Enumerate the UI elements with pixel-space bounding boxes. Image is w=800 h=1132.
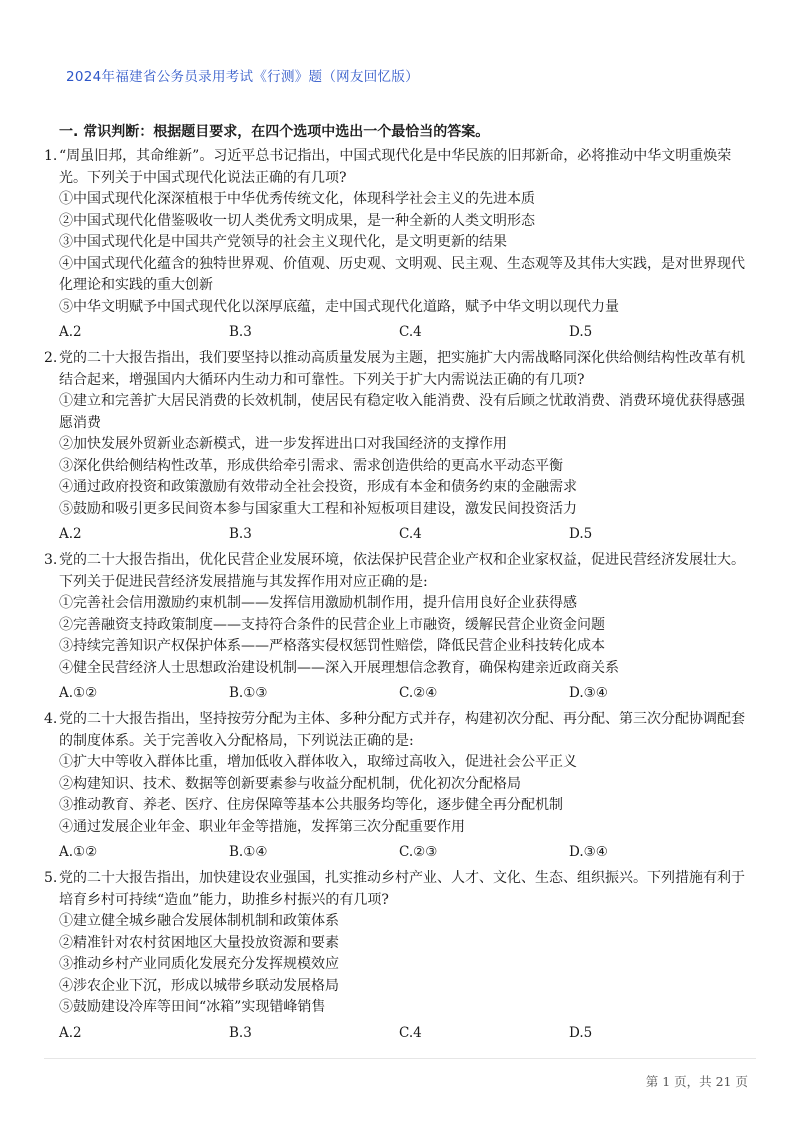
statement: ④健全民营经济人士思想政治建设机制——深入开展理想信念教育，确保构建亲近政商关系	[59, 659, 619, 676]
option-a[interactable]: A.①②	[59, 685, 98, 701]
option-d[interactable]: D.5	[569, 324, 593, 340]
statement: ③深化供给侧结构性改革，形成供给牵引需求、需求创造供给的更高水平动态平衡	[59, 457, 563, 474]
question-2	[44, 348, 756, 548]
question-stem: 党的二十大报告指出，坚持按劳分配为主体、多种分配方式并存，构建初次分配、再分配、第三次分配协调配套的制度体系。关于完善收入分配格局，下列说法正确的是:	[59, 711, 745, 749]
option-d[interactable]: D.③④	[569, 844, 608, 860]
answer-options	[44, 520, 756, 548]
option-b[interactable]: B.3	[229, 324, 252, 340]
statement: ①建立健全城乡融合发展体制机制和政策体系	[59, 913, 339, 929]
section-heading: 一. 常识判断：根据题目要求，在四个选项中选出一个最恰当的答案。	[59, 124, 490, 140]
document-title: 2024年福建省公务员录用考试《行测》题（网友回忆版）	[66, 69, 419, 85]
question-number: 2.	[44, 350, 58, 366]
statement: ②精准针对农村贫困地区大量投放资源和要素	[59, 934, 339, 951]
question-number: 1.	[44, 148, 58, 164]
answer-options	[44, 679, 756, 707]
option-d[interactable]: D.③④	[569, 685, 608, 701]
question-number: 4.	[44, 711, 58, 727]
question-stem: 党的二十大报告指出，优化民营企业发展环境，依法保护民营企业产权和企业家权益，促进民营经济发展壮大。下列关于促进民营经济发展措施与其发挥作用对应正确的是:	[59, 552, 745, 590]
statement: ④通过发展企业年金、职业年金等措施，发挥第三次分配重要作用	[59, 818, 465, 835]
statement: ④通过政府投资和政策激励有效带动全社会投资，形成有本金和债务约束的金融需求	[59, 479, 577, 495]
statement: ③中国式现代化是中国共产党领导的社会主义现代化，是文明更新的结果	[59, 234, 507, 250]
question-number: 3.	[44, 552, 58, 568]
option-d[interactable]: D.5	[569, 1024, 593, 1041]
option-c[interactable]: C.②④	[399, 685, 438, 701]
footer-divider	[44, 1058, 756, 1059]
option-a[interactable]: A.2	[59, 1024, 82, 1041]
option-b[interactable]: B.①③	[229, 685, 268, 701]
question-5	[44, 868, 756, 1047]
option-c[interactable]: C.4	[399, 1024, 422, 1041]
statement: ⑤鼓励和吸引更多民间资本参与国家重大工程和补短板项目建设，激发民间投资活力	[59, 500, 577, 517]
statement: ④涉农企业下沉，形成以城带乡联动发展格局	[59, 977, 339, 994]
question-1	[44, 146, 756, 346]
option-b[interactable]: B.3	[229, 1024, 252, 1041]
statement: ①建立和完善扩大居民消费的长效机制，使居民有稳定收入能消费、没有后顾之忧敢消费、消费环境优获得感强愿消费	[59, 393, 745, 431]
question-list	[44, 146, 756, 1049]
option-d[interactable]: D.5	[569, 526, 593, 542]
option-c[interactable]: C.4	[399, 526, 422, 542]
option-b[interactable]: B.3	[229, 526, 252, 542]
option-b[interactable]: B.①④	[229, 844, 268, 860]
statement: ④中国式现代化蕴含的独特世界观、价值观、历史观、文明观、民主观、生态观等及其伟大实践，是对世界现代化理论和实践的重大创新	[59, 255, 745, 293]
statement: ⑤鼓励建设冷库等田间“冰箱”实现错峰销售	[59, 999, 326, 1015]
option-a[interactable]: A.2	[59, 526, 82, 542]
answer-options	[44, 318, 756, 346]
statement: ⑤中华文明赋予中国式现代化以深厚底蕴，走中国式现代化道路，赋予中华文明以现代力量	[59, 298, 619, 315]
statement: ②中国式现代化借鉴吸收一切人类优秀文明成果，是一种全新的人类文明形态	[59, 212, 535, 229]
option-a[interactable]: A.2	[59, 324, 82, 340]
page-number: 第 1 页，共 21 页	[645, 1074, 748, 1089]
statement: ③推动乡村产业同质化发展充分发挥规模效应	[59, 956, 339, 972]
option-a[interactable]: A.①②	[59, 844, 98, 860]
option-c[interactable]: C.②③	[399, 844, 438, 860]
statement: ①中国式现代化深深植根于中华优秀传统文化，体现科学社会主义的先进本质	[59, 191, 535, 207]
answer-options	[44, 1019, 756, 1047]
question-3	[44, 550, 756, 707]
question-number: 5.	[44, 870, 58, 886]
question-stem: “周虽旧邦，其命维新”。习近平总书记指出，中国式现代化是中华民族的旧邦新命，必将推动中华文明重焕荣光。下列关于中国式现代化说法正确的有几项?	[59, 148, 732, 186]
option-c[interactable]: C.4	[399, 324, 422, 340]
question-4	[44, 709, 756, 866]
statement: ③推动教育、养老、医疗、住房保障等基本公共服务均等化，逐步健全再分配机制	[59, 797, 563, 813]
statement: ②构建知识、技术、数据等创新要素参与收益分配机制，优化初次分配格局	[59, 775, 521, 792]
statement: ①完善社会信用激励约束机制——发挥信用激励机制作用，提升信用良好企业获得感	[59, 595, 577, 611]
statement: ②完善融资支持政策制度——支持符合条件的民营企业上市融资，缓解民营企业资金问题	[59, 616, 605, 633]
statement: ①扩大中等收入群体比重，增加低收入群体收入，取缔过高收入，促进社会公平正义	[59, 754, 577, 770]
question-stem: 党的二十大报告指出，加快建设农业强国，扎实推动乡村产业、人才、文化、生态、组织振兴。下列措施有利于培育乡村可持续“造血”能力，助推乡村振兴的有几项?	[59, 870, 745, 908]
answer-options	[44, 838, 756, 866]
statement: ③持续完善知识产权保护体系——严格落实侵权惩罚性赔偿，降低民营企业科技转化成本	[59, 638, 605, 654]
statement: ②加快发展外贸新业态新模式，进一步发挥进出口对我国经济的支撑作用	[59, 436, 507, 452]
question-stem: 党的二十大报告指出，我们要坚持以推动高质量发展为主题，把实施扩大内需战略同深化供给侧结构性改革有机结合起来，增强国内大循环内生动力和可靠性。下列关于扩大内需说法正确的有几项?	[59, 350, 745, 388]
